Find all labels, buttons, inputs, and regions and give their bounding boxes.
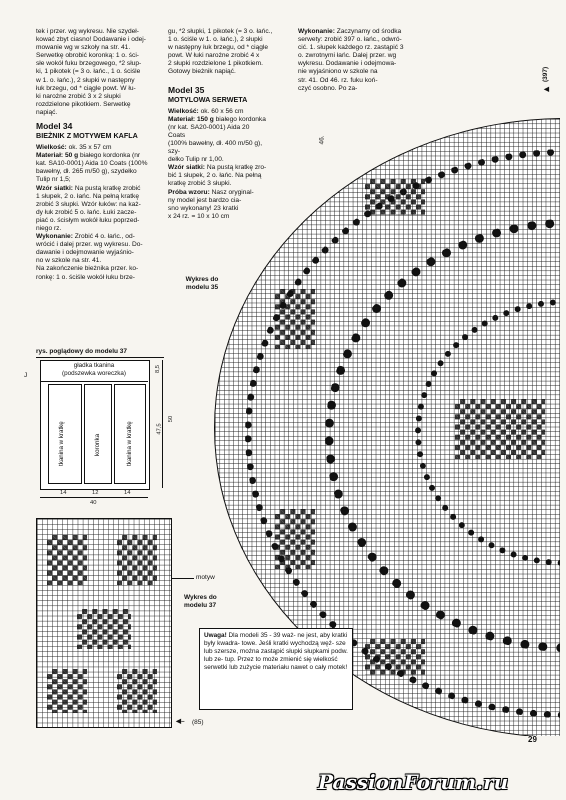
col2-body-line: kratkę zrobić 3 słupki. bbox=[168, 180, 232, 188]
col2-intro-line: powt. W łuki narożne zrobić 4 x bbox=[168, 52, 260, 60]
model-35-title: MOTYLOWA SERWETA bbox=[168, 94, 248, 104]
col1-intro-line: słe wokół fuku brzegowego, *2 słup- bbox=[36, 60, 142, 68]
col2-intro bbox=[168, 28, 290, 77]
diagram-37-caption: rys. poglądowy do modelu 37 bbox=[36, 348, 128, 355]
col1-body-line: wrócić i dalej przer. wg wykresu. Do- bbox=[36, 241, 143, 249]
chart-37-label-line1: Wykres do bbox=[184, 594, 217, 601]
col1-body-line: zrobić 3 słupki. Wzór łuków: na każ- bbox=[36, 200, 141, 208]
chart-35-motif-3 bbox=[365, 179, 425, 215]
col1-body-line: no w szkole na str. 41. bbox=[36, 257, 102, 265]
band-text-2: (podszewka woreczka) bbox=[61, 369, 127, 377]
chart-37-motyw: motyw bbox=[196, 574, 215, 581]
chart-37-motif-5 bbox=[117, 669, 157, 713]
col2-intro-line: 2 słupki rozdzielone 1 pikotkiem. bbox=[168, 60, 263, 68]
dim-side: 50 bbox=[168, 415, 175, 423]
col2-body-line: dełko Tulip nr 1,00. bbox=[168, 156, 224, 164]
marker-46: 46. bbox=[318, 135, 326, 145]
chart-35-motif-5 bbox=[455, 399, 545, 459]
chart-35-label-line2: modelu 35 bbox=[185, 284, 219, 291]
diagram-left-arrow: J bbox=[24, 372, 28, 379]
col1-intro-line: tek i przer. wg wykresu. Nie szydeł- bbox=[36, 28, 139, 35]
col2-body-line: (nr kat. SA20-0001) Aida 20 Coats bbox=[168, 123, 250, 139]
strip-mid-label: koronka bbox=[94, 433, 101, 456]
col2-body-line: Wzór siatki: Na pustą kratkę zro- bbox=[168, 164, 267, 172]
strip-right-label: tkanina w kratkę bbox=[126, 421, 133, 466]
model-35-heading: Model 35 bbox=[168, 84, 205, 95]
chart-37-motif-1 bbox=[47, 535, 87, 585]
model-34-title: BIEŻNIK Z MOTYWEM KAFLA bbox=[36, 131, 138, 141]
chart-37-grid bbox=[36, 518, 172, 728]
col1-body-line: 1 słupek, 2 o. łańc. Na pełną kratkę bbox=[36, 192, 139, 200]
col1-body-line: Na zakończenie bieżnika przer. ko- bbox=[36, 265, 139, 273]
col3-body-line: str. 41. Od 46. rz. fuku koń- bbox=[298, 76, 378, 84]
col1-body-line: kat. SA10-0001) Aida 10 Coats (100% bbox=[36, 160, 148, 168]
col2-body-line: (100% bawełny, dł. 400 m/50 g), szy- bbox=[168, 139, 263, 156]
col1-body-line: piać o. ścisłym wokół łuku poprzed- bbox=[36, 216, 140, 224]
column-1 bbox=[36, 28, 166, 282]
col2-body-line: Wielkość: ok. 60 x 56 cm bbox=[168, 107, 244, 115]
col1-body-line: dawanie i odejmowanie wyjaśnio- bbox=[36, 249, 134, 257]
dim-b1: 14 bbox=[60, 490, 67, 496]
chart-35-motif-1 bbox=[275, 289, 315, 349]
uwaga-head: Uwaga! bbox=[204, 632, 227, 639]
col3-body-label: Wykonanie: bbox=[298, 28, 335, 35]
col1-body-line: bawełny, dł. 265 m/50 g), szydełko bbox=[36, 168, 137, 176]
col1-body-label: Materiał: 50 g bbox=[36, 152, 79, 160]
arrow-left-icon: ◀– bbox=[176, 718, 185, 725]
col2-intro-line: w następny łuk brzegu, od * ciągle bbox=[168, 44, 269, 52]
col1-intro-line: ki narożne zrobić 3 x 2 słupki bbox=[36, 92, 121, 100]
col3-body-line: o. zwrotnymi łańc. Dalej przer. wg bbox=[298, 52, 397, 60]
col2-body-label: Wzór siatki: bbox=[168, 164, 206, 172]
dim-total: 40 bbox=[90, 500, 97, 506]
col2-body-line: Próba wzoru: Nasz oryginal- bbox=[168, 188, 254, 196]
watermark: PassionForum.ru bbox=[318, 770, 509, 794]
uwaga-note bbox=[199, 628, 353, 710]
page-number: 29 bbox=[528, 735, 537, 744]
uwaga-text: Dla modeli 35 - 39 waż- ne jest, aby kratki były kwadra- towe. Jeśli kratki wychodzą węż- sze lub szersze, można zastąpić słupki słupkami podw. lub ze- tup. Przez to może zmienić się wielkość serwetki lub zużycie materiału nawet o cały motek! bbox=[204, 632, 348, 671]
col2-body-label: Próba wzoru: bbox=[168, 188, 210, 196]
col2-body-line: bić 1 słupek, 2 o. łańc. Na pełną bbox=[168, 172, 262, 180]
col2-intro-line: gu, *2 słupki, 1 pikotek (= 3 o. łańc., bbox=[168, 28, 273, 35]
col1-body-line: Tulip nr 1,5; bbox=[36, 176, 71, 184]
col2-intro-line: Gotowy bieżnik napiąć. bbox=[168, 68, 236, 76]
col2-body-line: sno wykonany! 23 kratki bbox=[168, 204, 239, 212]
chart-35-motif-2 bbox=[275, 509, 315, 569]
chart-37-motif-4 bbox=[47, 669, 87, 713]
dim-top: 8,5 bbox=[155, 364, 162, 374]
col3-body-line: serwety: zrobić 397 o. łańc., odwró- bbox=[298, 36, 402, 44]
col1-body-label: Wykonanie: bbox=[36, 233, 73, 241]
col1-body-line: niego rz. bbox=[36, 224, 62, 232]
col1-intro-line: kować zbyt ciasno! Dodawanie i odej- bbox=[36, 36, 146, 44]
diagram-37 bbox=[26, 360, 182, 508]
col2-body-line: Materiał: 150 g białego kordonka bbox=[168, 115, 266, 123]
col2-body-line: x 24 rz. = 10 x 10 cm bbox=[168, 212, 230, 220]
model-34-heading: Model 34 bbox=[36, 121, 73, 132]
col1-intro-line: ki, 1 pikotek (= 3 o. łańc., 1 o. ściśle bbox=[36, 68, 141, 76]
col2-intro-line: 1 o. ściśle w 1. o. łańc.), 2 słupki bbox=[168, 36, 263, 44]
col1-body-line: dy łuk zrobić 5 o. łańc. Łuki zacze- bbox=[36, 208, 137, 216]
col3-body-line: wykresu. Dodawanie i odejmowa- bbox=[298, 60, 397, 68]
arrow-left-icon: ◀ bbox=[544, 86, 549, 93]
chart-35-label-line1: Wykres do bbox=[185, 276, 219, 283]
col1-intro-line: łuk brzegu, od * ciągle powt. W łu- bbox=[36, 84, 136, 92]
col3-body-line: czyć osobno. Po za- bbox=[298, 84, 358, 92]
diagram-37-top-band bbox=[40, 360, 148, 382]
strip-left-label: tkanina w kratkę bbox=[58, 421, 65, 466]
col3-body-line: Wykonanie: Zaczynamy od środka bbox=[298, 28, 402, 35]
col3-body-line: nie wyjaśniono w szkole na bbox=[298, 68, 378, 76]
col1-body-line: ronkę: 1 o. ściśle wokół łuku brze- bbox=[36, 273, 135, 281]
col1-body-label: Wzór siatki: bbox=[36, 184, 74, 192]
caption-underline bbox=[36, 357, 164, 358]
col1-intro bbox=[36, 28, 166, 117]
col1-intro-line: mowanie wg w szkoły na str. 41. bbox=[36, 44, 131, 52]
col1-body-label: Wielkość: bbox=[36, 144, 67, 152]
dim-b3: 14 bbox=[124, 490, 131, 496]
col1-intro-line: rozdzielone pikotkiem. Serwetkę bbox=[36, 100, 131, 108]
col3-body bbox=[298, 28, 430, 93]
col1-intro-line: w 1. o. łańc.), 2 słupki w następny bbox=[36, 76, 135, 84]
band-text-1: gładka tkanina bbox=[73, 362, 115, 369]
col2-body-label: Wielkość: bbox=[168, 107, 199, 115]
column-3 bbox=[298, 28, 430, 93]
col2-body-label: Materiał: 150 g bbox=[168, 115, 214, 123]
marker-397: (397) bbox=[542, 66, 549, 82]
col1-body-line: Wzór siatki: Na pustą kratkę zrobić bbox=[36, 184, 141, 192]
model-34-body bbox=[36, 144, 166, 282]
chart-35-motif-4 bbox=[365, 639, 425, 675]
dim-mid: 47,5 bbox=[156, 423, 163, 435]
chart-37-label-line2: modelu 37 bbox=[184, 602, 217, 609]
motyw-line bbox=[172, 578, 194, 579]
dim-b2: 12 bbox=[92, 490, 99, 496]
col1-body-line: Materiał: 50 g białego kordonka (nr bbox=[36, 152, 141, 160]
chart-37-motif-2 bbox=[117, 535, 157, 585]
col1-intro-line: napiąć. bbox=[36, 108, 58, 116]
chart-37-label bbox=[184, 594, 217, 610]
col1-body-line: Wielkość: ok. 35 x 57 cm bbox=[36, 144, 112, 152]
diagram-strip-left bbox=[48, 384, 82, 484]
chart-37-motif-3 bbox=[77, 609, 131, 649]
marker-85: (85) bbox=[192, 719, 204, 726]
col3-body-line: cić. 1. słupek każdego rz. zastąpić 3 bbox=[298, 44, 404, 52]
col2-body-line: ny model jest bardzo cia- bbox=[168, 196, 242, 204]
col1-intro-line: Serwetkę obrobić koronką: 1 o. ści- bbox=[36, 52, 139, 60]
col1-body-line: Wykonanie: Zrobić 4 o. łańc., od- bbox=[36, 233, 135, 241]
dim-line-right bbox=[162, 360, 163, 488]
dim-line-bottom bbox=[40, 497, 148, 498]
